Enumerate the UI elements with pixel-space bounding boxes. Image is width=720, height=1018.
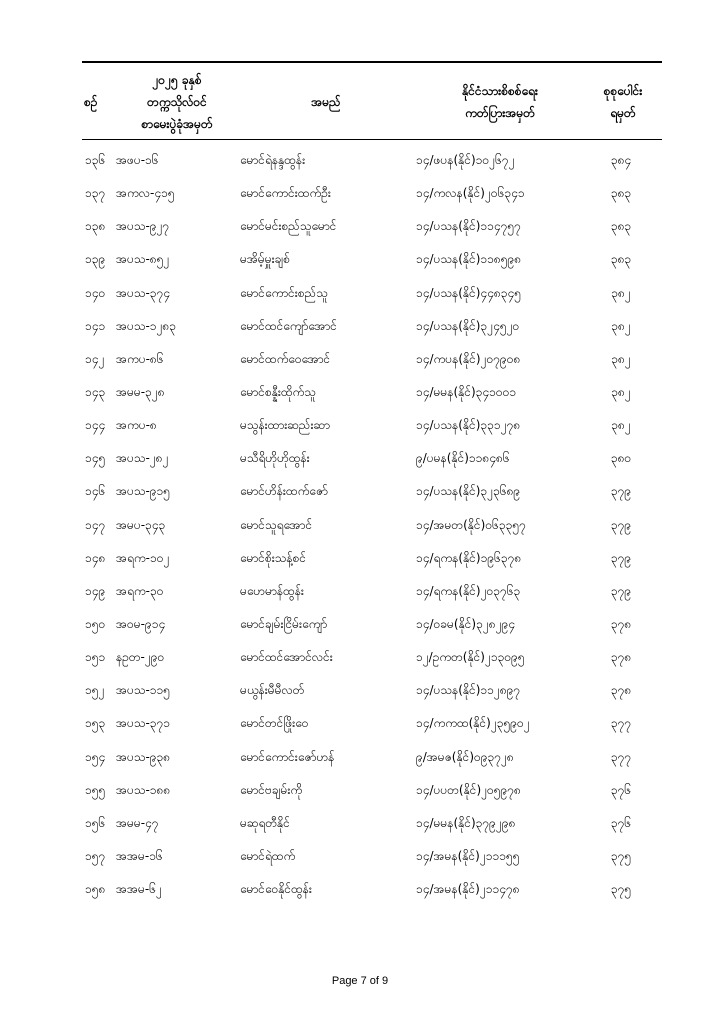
header-exam-line2: တက္ကသိုလ်ဝင် bbox=[147, 95, 207, 109]
header-mark-line2: ရမှတ် bbox=[610, 106, 636, 120]
cell-serial-no: ၁၅၅ bbox=[85, 782, 106, 797]
table-row bbox=[0, 674, 720, 707]
header-exam-line3: စာမေးပွဲခုံအမှတ် bbox=[141, 117, 213, 131]
cell-total-marks: ၃၇၇ bbox=[610, 716, 632, 731]
table-row bbox=[0, 608, 720, 641]
cell-total-marks: ၃၇၉ bbox=[610, 517, 632, 532]
cell-exam-number: အရက-၁၀၂ bbox=[116, 550, 170, 565]
table-row bbox=[0, 873, 720, 906]
cell-total-marks: ၃၈၃ bbox=[610, 186, 632, 201]
cell-serial-no: ၁၅၀ bbox=[85, 616, 106, 631]
cell-name: မောင်ချမ်းငြိမ်းကျော် bbox=[240, 616, 328, 631]
cell-total-marks: ၃၈၂ bbox=[611, 384, 631, 399]
cell-nrc: ၁၄/ကပန(နိုင်)၂၀၇၉၀၈ bbox=[416, 351, 521, 366]
cell-exam-number: အကပ-၈၆ bbox=[116, 351, 164, 366]
cell-name: မယွန်းမီမီလတ် bbox=[240, 683, 305, 698]
header-mark-line1: စုစုပေါင်း bbox=[603, 84, 643, 98]
page-number: Page 7 of 9 bbox=[331, 975, 389, 987]
cell-nrc: ၁၄/အမန(နိုင်)၂၁၁၁၅၅ bbox=[416, 848, 520, 863]
table-row bbox=[0, 707, 720, 740]
table-row bbox=[0, 376, 720, 409]
cell-exam-number: အပသ-၉၂၇ bbox=[116, 219, 170, 234]
cell-total-marks: ၃၇၅ bbox=[610, 882, 632, 897]
cell-exam-number: အပသ-၁၂၈၃ bbox=[116, 318, 177, 333]
cell-nrc: ၁၄/အမတ(နိုင်)၀၆၃၃၅၇ bbox=[416, 517, 526, 532]
header-total-marks bbox=[588, 66, 658, 138]
cell-exam-number: နဥတ-၂၉၀ bbox=[116, 650, 165, 665]
cell-total-marks: ၃၈၂ bbox=[611, 418, 631, 433]
header-name bbox=[240, 66, 412, 138]
cell-total-marks: ၃၇၉ bbox=[610, 583, 632, 598]
header-bottom-rule bbox=[82, 139, 662, 140]
cell-serial-no: ၁၅၁ bbox=[85, 650, 106, 665]
cell-name: မောင်စိုးသန့်စင် bbox=[240, 550, 306, 565]
cell-exam-number: အပသ-၉၃၈ bbox=[116, 749, 171, 764]
cell-serial-no: ၁၄၃ bbox=[85, 384, 106, 399]
cell-serial-no: ၁၅၆ bbox=[85, 815, 106, 830]
cell-serial-no: ၁၅၄ bbox=[85, 749, 106, 764]
cell-total-marks: ၃၈၃ bbox=[610, 219, 632, 234]
cell-total-marks: ၃၇၆ bbox=[610, 782, 632, 797]
cell-total-marks: ၃၇၅ bbox=[610, 848, 632, 863]
cell-exam-number: အပသ-၁၈၈ bbox=[116, 782, 171, 797]
cell-exam-number: အပသ-၂၈၂ bbox=[116, 451, 169, 466]
table-row bbox=[0, 310, 720, 343]
table-row bbox=[0, 144, 720, 177]
cell-total-marks: ၃၈၄ bbox=[610, 153, 632, 167]
table-row bbox=[0, 442, 720, 475]
cell-serial-no: ၁၄၉ bbox=[85, 583, 106, 598]
table-row bbox=[0, 509, 720, 542]
table-row bbox=[0, 210, 720, 243]
table-row bbox=[0, 575, 720, 608]
cell-name: မသွန်းထားဆည်းဆာ bbox=[240, 418, 331, 433]
cell-exam-number: အကလ-၄၁၅ bbox=[116, 186, 175, 201]
cell-nrc: ၁၄/ပသန(နိုင်)၄၄၈၃၄၅ bbox=[416, 285, 522, 300]
cell-nrc: ၁၄/ပသန(နိုင်)၁၁၄၇၅၇ bbox=[416, 219, 521, 234]
cell-nrc: ၁၄/မမန(နိုင်)၃၄၁၀၀၁ bbox=[416, 384, 517, 399]
table-row bbox=[0, 807, 720, 840]
cell-serial-no: ၁၅၇ bbox=[85, 848, 106, 863]
cell-name: မောင်သူရအောင် bbox=[240, 517, 313, 532]
cell-total-marks: ၃၈၂ bbox=[611, 318, 631, 333]
cell-total-marks: ၃၈၀ bbox=[610, 451, 632, 466]
header-serial-no-label: စဉ် bbox=[84, 95, 98, 109]
cell-nrc: ၁၄/ပသန(နိုင်)၁၁၈၅၉၈ bbox=[416, 252, 522, 267]
cell-nrc: ၁၄/ပသန(နိုင်)၃၂၃၆၈၉ bbox=[416, 484, 521, 499]
cell-nrc: ၁၄/ပပတ(နိုင်)၂၀၅၉၇၈ bbox=[416, 782, 521, 797]
cell-exam-number: အအမ-၁၆ bbox=[116, 848, 163, 863]
cell-exam-number: အအမ-၆၂ bbox=[116, 882, 162, 897]
cell-nrc: ၁၄/မမန(နိုင်)၃၇၉၂၉၈ bbox=[416, 815, 516, 830]
cell-name: မောင်ထက်ဝေအောင် bbox=[240, 351, 331, 366]
cell-exam-number: အကပ-၈ bbox=[116, 418, 157, 433]
cell-name: မောင်ထင်အောင်လင်း bbox=[240, 650, 333, 665]
cell-name: မောင်တင်ဖြိုးဝေ bbox=[240, 716, 309, 731]
cell-name: မောင်စန္နီးထိုက်သူ bbox=[240, 384, 316, 399]
cell-serial-no: ၁၄၂ bbox=[85, 351, 105, 366]
cell-name: မောင်ရဲထက် bbox=[240, 848, 296, 863]
table-row bbox=[0, 774, 720, 807]
cell-nrc: ၁၄/ကလန(နိုင်)၂၀၆၃၄၁ bbox=[416, 186, 525, 201]
cell-total-marks: ၃၇၉ bbox=[610, 484, 632, 499]
cell-nrc: ၁၄/ဖပန(နိုင်)၁၀၂၆၇၂ bbox=[416, 153, 515, 167]
table-row bbox=[0, 741, 720, 774]
table-top-rule bbox=[82, 61, 662, 63]
cell-serial-no: ၁၅၈ bbox=[85, 882, 106, 897]
header-serial-no bbox=[84, 66, 118, 138]
cell-total-marks: ၃၈၃ bbox=[610, 252, 632, 267]
cell-name: မောင်ရဲနန္ဒထွန်း bbox=[240, 153, 306, 167]
cell-nrc: ၁၄/ဝခမ(နိုင်)၃၂၈၂၉၄ bbox=[416, 616, 515, 631]
table-row bbox=[0, 277, 720, 310]
cell-name: မောင်ဗချမ်းကို bbox=[240, 782, 303, 797]
cell-exam-number: အပသ-၃၇၄ bbox=[116, 285, 171, 300]
table-row bbox=[0, 475, 720, 508]
results-table-body bbox=[0, 144, 720, 906]
cell-exam-number: အဖပ-၁၆ bbox=[116, 153, 159, 167]
header-exam-number bbox=[118, 66, 236, 138]
cell-nrc: ၁၄/ကကထ(နိုင်)၂၃၅၉၀၂ bbox=[416, 716, 530, 731]
cell-serial-no: ၁၄၅ bbox=[85, 451, 106, 466]
cell-exam-number: အမမ-၃၂၈ bbox=[116, 384, 165, 399]
cell-serial-no: ၁၄၈ bbox=[85, 550, 106, 565]
cell-exam-number: အဝမ-၉၁၄ bbox=[116, 616, 166, 631]
cell-total-marks: ၃၇၈ bbox=[610, 683, 632, 698]
cell-exam-number: အပသ-၈၅၂ bbox=[116, 252, 170, 267]
table-row bbox=[0, 343, 720, 376]
cell-name: မောင်ကောင်းဇော်ဟန် bbox=[240, 749, 335, 764]
cell-nrc: ၁၄/ပသန(နိုင်)၃၃၁၂၇၈ bbox=[416, 418, 521, 433]
cell-nrc: ၁၄/အမန(နိုင်)၂၁၁၄၇၈ bbox=[416, 882, 520, 897]
table-row bbox=[0, 409, 720, 442]
table-row bbox=[0, 542, 720, 575]
cell-nrc: ၉/ပမန(နိုင်)၁၁၈၄၈၆ bbox=[416, 451, 510, 466]
cell-total-marks: ၃၇၈ bbox=[610, 616, 632, 631]
cell-exam-number: အမပ-၃၄၃ bbox=[116, 517, 166, 532]
cell-total-marks: ၃၈၂ bbox=[611, 285, 631, 300]
cell-serial-no: ၁၄၆ bbox=[85, 484, 106, 499]
cell-name: မသီရိဟိုဟိုထွန်း bbox=[240, 451, 310, 466]
cell-serial-no: ၁၅၃ bbox=[85, 716, 106, 731]
header-exam-line1: ၂၀၂၅ ခုနှစ် bbox=[152, 73, 202, 87]
cell-serial-no: ၁၅၂ bbox=[85, 683, 105, 698]
header-name-label: အမည် bbox=[311, 95, 341, 109]
cell-nrc: ၁၄/ရကန(နိုင်)၁၉၆၃၇၈ bbox=[416, 550, 522, 565]
cell-serial-no: ၁၃၉ bbox=[85, 252, 106, 267]
header-nrc bbox=[414, 66, 586, 138]
cell-serial-no: ၁၄၄ bbox=[85, 418, 106, 433]
table-row bbox=[0, 641, 720, 674]
cell-nrc: ၁၄/ရကန(နိုင်)၂၀၃၇၆၃ bbox=[416, 583, 521, 598]
cell-exam-number: အပသ-၉၁၅ bbox=[116, 484, 171, 499]
cell-total-marks: ၃၇၆ bbox=[610, 815, 632, 830]
cell-exam-number: အပသ-၁၁၅ bbox=[116, 683, 171, 698]
table-row bbox=[0, 243, 720, 276]
cell-total-marks: ၃၇၉ bbox=[610, 550, 632, 565]
cell-total-marks: ၃၇၇ bbox=[610, 749, 632, 764]
cell-exam-number: အပသ-၃၇၁ bbox=[116, 716, 171, 731]
cell-name: မအိမ့်မှူးချစ် bbox=[240, 252, 291, 267]
cell-name: မောင်ထင်ကျော်အောင် bbox=[240, 318, 337, 333]
cell-serial-no: ၁၄၀ bbox=[85, 285, 106, 300]
cell-total-marks: ၃၈၂ bbox=[611, 351, 631, 366]
cell-serial-no: ၁၄၇ bbox=[85, 517, 106, 532]
cell-nrc: ၉/အမဇ(နိုင်)၀၉၃၇၂၈ bbox=[416, 749, 514, 764]
cell-nrc: ၁၂/ဥကတ(နိုင်)၂၁၃၀၉၅ bbox=[416, 650, 525, 665]
cell-name: မဟေမာန်ထွန်း bbox=[240, 583, 304, 598]
cell-exam-number: အမမ-၄၇ bbox=[116, 815, 159, 830]
cell-serial-no: ၁၄၁ bbox=[85, 318, 106, 333]
cell-name: မောင်ဟိန်းထက်ဇော် bbox=[240, 484, 328, 499]
cell-name: မောင်ကောင်းစည်သူ bbox=[240, 285, 328, 300]
cell-exam-number: အရက-၃၀ bbox=[116, 583, 164, 598]
cell-name: မောင်မင်းစည်သူမောင် bbox=[240, 219, 337, 234]
table-row bbox=[0, 177, 720, 210]
cell-serial-no: ၁၃၆ bbox=[85, 153, 106, 167]
cell-total-marks: ၃၇၈ bbox=[610, 650, 632, 665]
header-nrc-line1: နိုင်ငံသားစိစစ်ရေး bbox=[462, 84, 538, 98]
cell-serial-no: ၁၃၈ bbox=[85, 219, 106, 234]
header-nrc-line2: ကတ်ပြားအမှတ် bbox=[465, 106, 535, 120]
cell-nrc: ၁၄/ပသန(နိုင်)၁၁၂၈၉၇ bbox=[416, 683, 521, 698]
cell-name: မောင်ဝေနိုင်ထွန်း bbox=[240, 882, 312, 897]
cell-nrc: ၁၄/ပသန(နိုင်)၃၂၄၅၂၀ bbox=[416, 318, 520, 333]
cell-serial-no: ၁၃၇ bbox=[85, 186, 106, 201]
table-row bbox=[0, 840, 720, 873]
cell-name: မောင်ကောင်းထက်ဦး bbox=[240, 186, 331, 201]
cell-name: မဆုရတီနိုင် bbox=[240, 815, 290, 830]
